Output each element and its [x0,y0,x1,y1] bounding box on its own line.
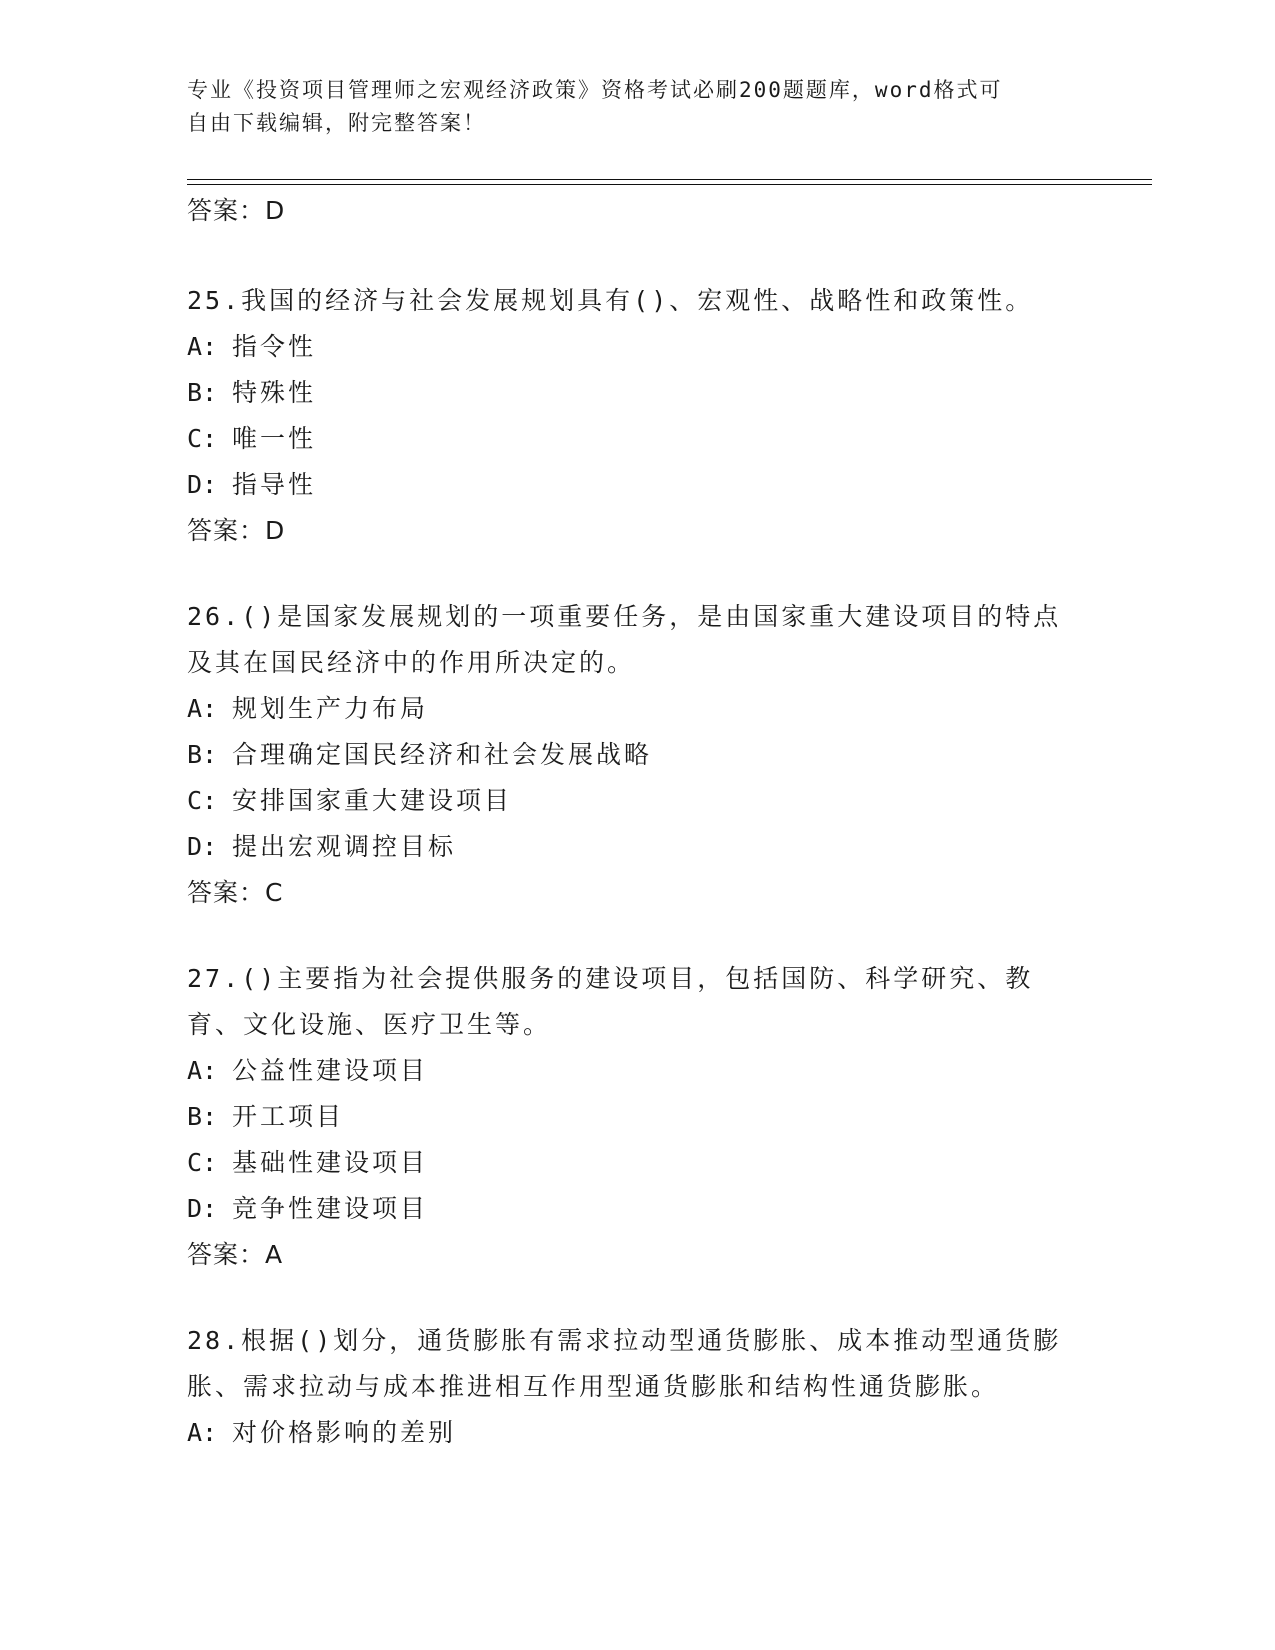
option-text: 基础性建设项目 [232,1148,429,1177]
option-key: C: [187,424,218,453]
header-rule-top [187,179,1152,180]
option-b [187,732,1067,778]
question-list [187,278,1067,1496]
question-stem: 26.()是国家发展规划的一项重要任务，是由国家重大建设项目的特点及其在国民经济中的作用所决定的。 [187,602,1062,677]
question-26 [187,594,1067,916]
option-key: A: [187,1418,218,1447]
option-text: 指导性 [232,470,317,499]
question-27 [187,956,1067,1278]
option-b [187,1094,1067,1140]
option-key: A: [187,694,218,723]
option-text: 竞争性建设项目 [232,1194,429,1223]
option-a [187,1048,1067,1094]
option-c [187,778,1067,824]
option-a [187,324,1067,370]
question-stem: 27.()主要指为社会提供服务的建设项目，包括国防、科学研究、教育、文化设施、医疗卫生等。 [187,964,1034,1039]
option-key: B: [187,378,218,407]
option-key: C: [187,786,218,815]
answer-line: 答案：A [187,1240,284,1269]
option-b [187,370,1067,416]
option-a [187,1410,1067,1456]
option-key: B: [187,740,218,769]
option-text: 安排国家重大建设项目 [232,786,513,815]
header-line-1: 专业《投资项目管理师之宏观经济政策》资格考试必刷200题题库，word格式可 [187,78,1003,102]
option-key: D: [187,832,218,861]
option-c [187,1140,1067,1186]
option-text: 规划生产力布局 [232,694,429,723]
question-stem: 25.我国的经济与社会发展规划具有()、宏观性、战略性和政策性。 [187,286,1034,315]
option-text: 提出宏观调控目标 [232,832,457,861]
option-key: D: [187,1194,218,1223]
option-text: 对价格影响的差别 [232,1418,457,1447]
header-rule-bottom [187,184,1152,185]
option-text: 指令性 [232,332,317,361]
option-text: 特殊性 [232,378,317,407]
option-d [187,824,1067,870]
option-text: 开工项目 [232,1102,345,1131]
option-c [187,416,1067,462]
option-a [187,686,1067,732]
answer-line: 答案：D [187,516,286,545]
option-text: 唯一性 [232,424,317,453]
question-25 [187,278,1067,554]
option-text: 公益性建设项目 [232,1056,429,1085]
header-line-2: 自由下载编辑，附完整答案！ [187,111,486,135]
answer-line: 答案：C [187,878,284,907]
option-text: 合理确定国民经济和社会发展战略 [232,740,653,769]
option-d [187,462,1067,508]
document-header [187,74,1067,140]
option-key: A: [187,1056,218,1085]
option-key: A: [187,332,218,361]
question-28 [187,1318,1067,1456]
option-d [187,1186,1067,1232]
option-key: D: [187,470,218,499]
option-key: B: [187,1102,218,1131]
question-stem: 28.根据()划分，通货膨胀有需求拉动型通货膨胀、成本推动型通货膨胀、需求拉动与成本推进相互作用型通货膨胀和结构性通货膨胀。 [187,1326,1062,1401]
option-key: C: [187,1148,218,1177]
answer-line: 答案：D [187,196,286,225]
